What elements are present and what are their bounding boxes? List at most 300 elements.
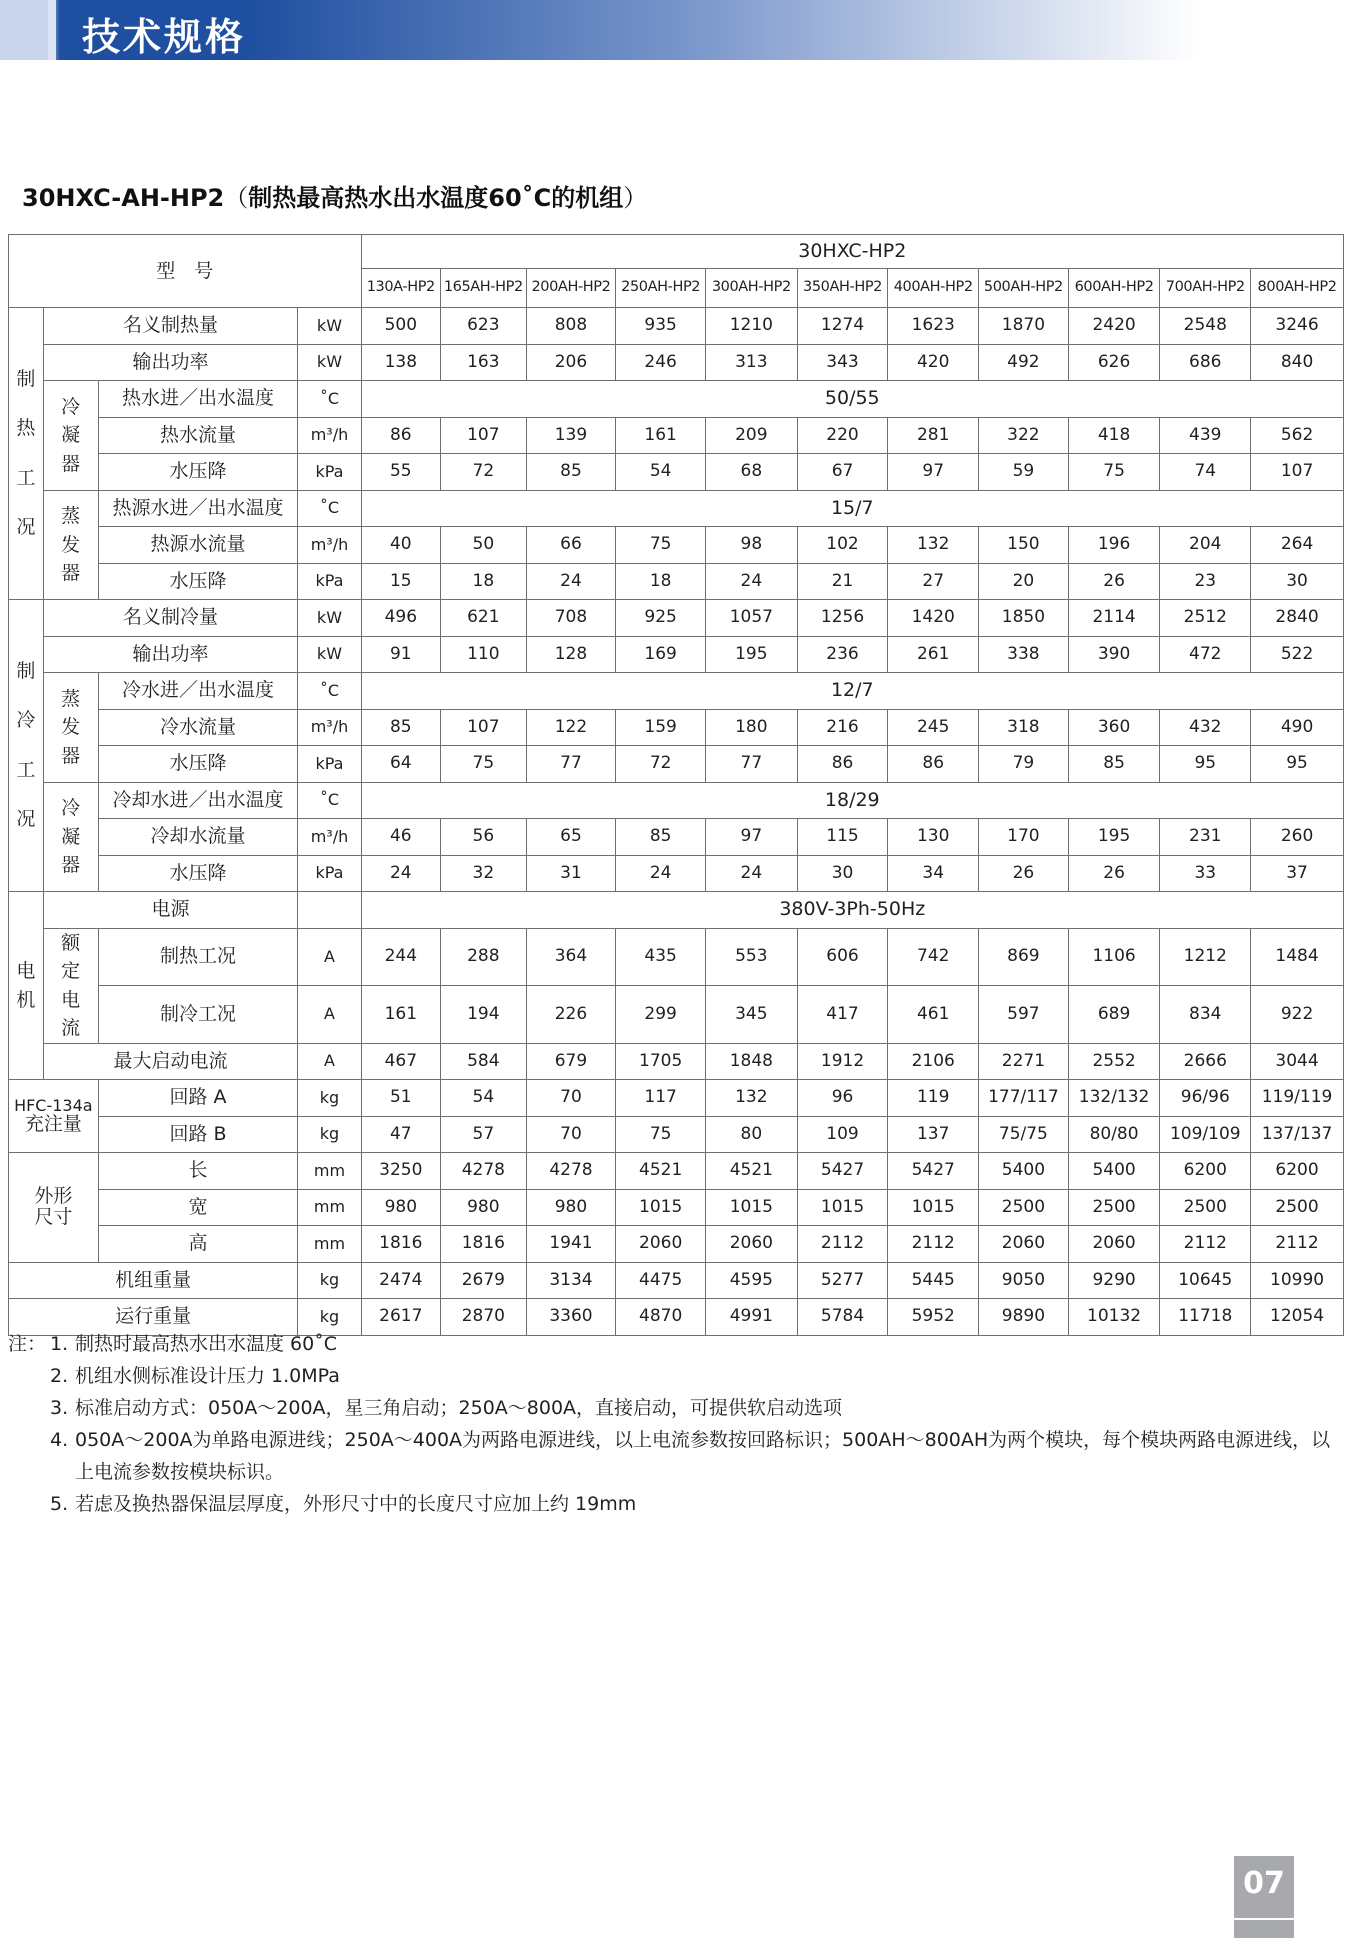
heating-condenser-flow-value: 322 [979, 417, 1069, 454]
unit-text: m³/h [310, 534, 349, 554]
heating-condenser-pressure-value: 72 [441, 454, 527, 491]
note-number: 1. [50, 1333, 69, 1355]
heating-capacity-label: 名义制热量 [43, 308, 298, 345]
dimension-width-value: 980 [526, 1189, 616, 1226]
refrigerant-circuit-b-value: 137 [888, 1116, 979, 1153]
unit-cell [298, 454, 361, 491]
motor-heating-current-value: 553 [705, 928, 797, 986]
heating-condenser-flow-value: 562 [1251, 417, 1344, 454]
refrigerant-circuit-a-value: 96 [797, 1080, 888, 1117]
cooling-evaporator-flow-value: 432 [1160, 709, 1251, 746]
heating-condenser-label [43, 381, 98, 491]
cooling-condenser-flow-label: 冷却水流量 [98, 819, 298, 856]
refrigerant-circuit-a-value: 119 [888, 1080, 979, 1117]
dimension-length-value: 3250 [361, 1153, 440, 1190]
heating-evaporator-label [43, 490, 98, 600]
cooling-condenser-pressure-value: 24 [705, 855, 797, 892]
unit-cell [298, 636, 361, 673]
unit-text: m³/h [310, 826, 349, 846]
motor-cooling-current-value: 345 [705, 986, 797, 1044]
motor-max-start-value: 2666 [1160, 1043, 1251, 1080]
heating-condenser-flow-value: 439 [1160, 417, 1251, 454]
motor-cooling-current-value: 689 [1068, 986, 1160, 1044]
heating-capacity-value: 623 [441, 308, 527, 345]
motor-cooling-current-value: 226 [526, 986, 616, 1044]
heating-condenser-pressure-value: 67 [797, 454, 888, 491]
cooling-category-text: 制 冷 工 况 [16, 659, 36, 830]
cooling-condenser-temp-label: 冷却水进／出水温度 [98, 782, 298, 819]
heating-evaporator-pressure-value: 18 [616, 563, 706, 600]
heating-power-value: 138 [361, 344, 440, 381]
heating-power-value: 313 [705, 344, 797, 381]
model-header: 300AH-HP2 [705, 269, 797, 308]
cooling-condenser-flow-value: 195 [1068, 819, 1160, 856]
heating-condenser-pressure-value: 59 [979, 454, 1069, 491]
model-header: 350AH-HP2 [797, 269, 888, 308]
refrigerant-circuit-a-value: 132 [705, 1080, 797, 1117]
note-text: 制热时最高热水出水温度 60˚C [75, 1333, 337, 1355]
heating-power-value: 206 [526, 344, 616, 381]
motor-cooling-current-value: 834 [1160, 986, 1251, 1044]
dimension-width-value: 1015 [705, 1189, 797, 1226]
rated-current-label [43, 928, 98, 1043]
cooling-condenser-flow-value: 46 [361, 819, 440, 856]
dimension-height-row [9, 1226, 1344, 1263]
operating-weight-value: 3360 [526, 1299, 616, 1336]
unit-cell [298, 1226, 361, 1263]
dimension-length-row [9, 1153, 1344, 1190]
unit-cell [298, 417, 361, 454]
unit-weight-value: 5277 [797, 1262, 888, 1299]
cooling-evaporator-pressure-label: 水压降 [98, 746, 298, 783]
heating-evaporator-flow-value: 102 [797, 527, 888, 564]
motor-cooling-current-value: 194 [441, 986, 527, 1044]
motor-heating-current-value: 1212 [1160, 928, 1251, 986]
cooling-evaporator-pressure-value: 75 [441, 746, 527, 783]
unit-weight-value: 3134 [526, 1262, 616, 1299]
heating-condenser-pressure-value: 75 [1068, 454, 1160, 491]
cooling-condenser-pressure-row [9, 855, 1344, 892]
motor-heating-current-value: 742 [888, 928, 979, 986]
cooling-capacity-label: 名义制冷量 [43, 600, 298, 637]
refrigerant-label-line1: HFC-134a [14, 1095, 93, 1115]
heating-capacity-row [9, 308, 1344, 345]
dimension-width-value: 2500 [1251, 1189, 1344, 1226]
cooling-condenser-flow-value: 115 [797, 819, 888, 856]
header-row-1 [9, 235, 1344, 269]
cooling-capacity-value: 708 [526, 600, 616, 637]
motor-max-start-row [9, 1043, 1344, 1080]
dimension-length-value: 6200 [1251, 1153, 1344, 1190]
heating-evaporator-pressure-value: 21 [797, 563, 888, 600]
heating-capacity-value: 500 [361, 308, 440, 345]
cooling-capacity-value: 1850 [979, 600, 1069, 637]
note-item [8, 1424, 1338, 1488]
heating-evaporator-label-text: 蒸 发 器 [61, 505, 81, 584]
model-header: 800AH-HP2 [1251, 269, 1344, 308]
cooling-capacity-value: 621 [441, 600, 527, 637]
heating-evaporator-flow-value: 98 [705, 527, 797, 564]
dimension-length-value: 4521 [616, 1153, 706, 1190]
cooling-condenser-pressure-value: 24 [361, 855, 440, 892]
heating-condenser-pressure-label: 水压降 [98, 454, 298, 491]
note-number: 4. [50, 1429, 69, 1451]
heating-evaporator-pressure-value: 24 [526, 563, 616, 600]
motor-max-start-value: 1705 [616, 1043, 706, 1080]
page-number-bar [1234, 1918, 1294, 1920]
dimension-height-value: 2112 [888, 1226, 979, 1263]
refrigerant-circuit-a-value: 177/117 [979, 1080, 1069, 1117]
heating-evaporator-pressure-value: 27 [888, 563, 979, 600]
cooling-evaporator-label [43, 673, 98, 783]
motor-cooling-current-value: 922 [1251, 986, 1344, 1044]
refrigerant-circuit-b-value: 75 [616, 1116, 706, 1153]
cooling-capacity-value: 925 [616, 600, 706, 637]
heating-capacity-value: 1210 [705, 308, 797, 345]
spec-table [8, 234, 1344, 1336]
series-label: 30HXC-HP2 [361, 235, 1343, 269]
unit-text: kg [319, 1270, 340, 1290]
dimension-height-value: 2060 [1068, 1226, 1160, 1263]
cooling-evaporator-pressure-value: 86 [888, 746, 979, 783]
motor-supply-unit [298, 892, 361, 929]
notes-prefix: 注： [8, 1333, 47, 1355]
heating-evaporator-pressure-row [9, 563, 1344, 600]
refrigerant-circuit-a-value: 132/132 [1068, 1080, 1160, 1117]
dimension-height-value: 1941 [526, 1226, 616, 1263]
dimension-width-value: 2500 [1160, 1189, 1251, 1226]
unit-cell [298, 1043, 361, 1080]
subtitle-paren-open: （ [224, 184, 249, 212]
cooling-power-value: 128 [526, 636, 616, 673]
motor-max-start-value: 584 [441, 1043, 527, 1080]
cooling-power-value: 472 [1160, 636, 1251, 673]
cooling-capacity-value: 2114 [1068, 600, 1160, 637]
subtitle-paren-close: ） [623, 184, 648, 212]
cooling-evaporator-flow-label: 冷水流量 [98, 709, 298, 746]
model-header: 600AH-HP2 [1068, 269, 1160, 308]
heating-evaporator-flow-value: 150 [979, 527, 1069, 564]
operating-weight-value: 4870 [616, 1299, 706, 1336]
motor-supply-label: 电源 [43, 892, 298, 929]
table-subtitle [22, 178, 647, 213]
heating-evaporator-temp-value: 15/7 [361, 490, 1343, 527]
dimension-width-value: 980 [361, 1189, 440, 1226]
dimensions-label [9, 1153, 99, 1263]
cooling-evaporator-flow-value: 245 [888, 709, 979, 746]
cooling-condenser-pressure-value: 37 [1251, 855, 1344, 892]
refrigerant-circuit-b-value: 75/75 [979, 1116, 1069, 1153]
cooling-condenser-pressure-value: 32 [441, 855, 527, 892]
cooling-condenser-pressure-value: 33 [1160, 855, 1251, 892]
cooling-condenser-pressure-value: 26 [979, 855, 1069, 892]
motor-cooling-current-value: 299 [616, 986, 706, 1044]
unit-weight-value: 10645 [1160, 1262, 1251, 1299]
refrigerant-circuit-a-label: 回路 A [98, 1080, 298, 1117]
heating-condenser-pressure-value: 55 [361, 454, 440, 491]
unit-text: kPa [315, 571, 344, 591]
cooling-condenser-pressure-label: 水压降 [98, 855, 298, 892]
heating-condenser-flow-value: 161 [616, 417, 706, 454]
refrigerant-circuit-b-label: 回路 B [98, 1116, 298, 1153]
note-number: 3. [50, 1397, 69, 1419]
cooling-condenser-label [43, 782, 98, 892]
motor-heating-current-row [9, 928, 1344, 986]
heating-power-value: 343 [797, 344, 888, 381]
motor-max-start-value: 467 [361, 1043, 440, 1080]
dimension-width-value: 2500 [979, 1189, 1069, 1226]
heating-condenser-pressure-value: 74 [1160, 454, 1251, 491]
cooling-evaporator-flow-value: 85 [361, 709, 440, 746]
unit-text: kW [316, 352, 343, 372]
cooling-power-value: 338 [979, 636, 1069, 673]
heating-category-text: 制 热 工 况 [16, 367, 36, 538]
refrigerant-circuit-b-value: 109/109 [1160, 1116, 1251, 1153]
cooling-category [9, 600, 44, 892]
heating-power-label: 输出功率 [43, 344, 298, 381]
dimension-width-value: 1015 [616, 1189, 706, 1226]
unit-weight-value: 5445 [888, 1262, 979, 1299]
heating-evaporator-flow-label: 热源水流量 [98, 527, 298, 564]
cooling-power-value: 261 [888, 636, 979, 673]
refrigerant-circuit-b-value: 80 [705, 1116, 797, 1153]
operating-weight-label: 运行重量 [9, 1299, 298, 1336]
subtitle-model: 30HXC-AH-HP2 [22, 184, 225, 212]
operating-weight-value: 5784 [797, 1299, 888, 1336]
cooling-capacity-value: 1420 [888, 600, 979, 637]
motor-supply-value: 380V-3Ph-50Hz [361, 892, 1343, 929]
heating-evaporator-temp-label: 热源水进／出水温度 [98, 490, 298, 527]
dimensions-label-line1: 外形 [34, 1185, 73, 1208]
heating-condenser-pressure-row [9, 454, 1344, 491]
cooling-evaporator-flow-row [9, 709, 1344, 746]
note-item [8, 1392, 1338, 1424]
unit-text: kW [316, 644, 343, 664]
heating-power-row [9, 344, 1344, 381]
unit-text: m³/h [310, 425, 349, 445]
cooling-condenser-flow-value: 85 [616, 819, 706, 856]
dimension-height-value: 2060 [979, 1226, 1069, 1263]
model-header: 400AH-HP2 [888, 269, 979, 308]
unit-cell [298, 527, 361, 564]
cooling-evaporator-flow-value: 318 [979, 709, 1069, 746]
heating-power-value: 246 [616, 344, 706, 381]
cooling-evaporator-pressure-value: 85 [1068, 746, 1160, 783]
cooling-evaporator-pressure-row [9, 746, 1344, 783]
heating-evaporator-flow-value: 66 [526, 527, 616, 564]
dimension-width-value: 1015 [888, 1189, 979, 1226]
unit-cell [298, 986, 361, 1044]
motor-heating-current-value: 1106 [1068, 928, 1160, 986]
unit-cell [298, 600, 361, 637]
unit-cell [298, 1080, 361, 1117]
note-item [8, 1328, 1338, 1360]
dimension-height-value: 2112 [797, 1226, 888, 1263]
heating-capacity-value: 935 [616, 308, 706, 345]
cooling-condenser-flow-value: 56 [441, 819, 527, 856]
cooling-condenser-flow-value: 260 [1251, 819, 1344, 856]
heating-power-value: 686 [1160, 344, 1251, 381]
unit-weight-value: 4475 [616, 1262, 706, 1299]
refrigerant-circuit-b-value: 109 [797, 1116, 888, 1153]
cooling-condenser-pressure-value: 34 [888, 855, 979, 892]
unit-text: kg [319, 1306, 340, 1326]
model-header: 500AH-HP2 [979, 269, 1069, 308]
cooling-evaporator-flow-value: 107 [441, 709, 527, 746]
unit-text: kW [316, 607, 343, 627]
motor-heating-current-value: 869 [979, 928, 1069, 986]
dimension-height-value: 1816 [361, 1226, 440, 1263]
dimension-length-value: 4278 [441, 1153, 527, 1190]
cooling-evaporator-flow-value: 216 [797, 709, 888, 746]
cooling-condenser-flow-value: 231 [1160, 819, 1251, 856]
motor-max-start-value: 2271 [979, 1043, 1069, 1080]
heating-evaporator-pressure-value: 15 [361, 563, 440, 600]
dimension-length-value: 5400 [979, 1153, 1069, 1190]
heating-condenser-pressure-value: 68 [705, 454, 797, 491]
dimension-length-value: 5427 [797, 1153, 888, 1190]
cooling-evaporator-pressure-value: 72 [616, 746, 706, 783]
unit-weight-value: 2679 [441, 1262, 527, 1299]
motor-heating-current-value: 288 [441, 928, 527, 986]
cooling-condenser-label-text: 冷 凝 器 [61, 797, 81, 876]
heating-condenser-flow-value: 209 [705, 417, 797, 454]
cooling-evaporator-pressure-value: 86 [797, 746, 888, 783]
heating-evaporator-flow-value: 50 [441, 527, 527, 564]
heating-condenser-pressure-value: 107 [1251, 454, 1344, 491]
heating-evaporator-pressure-value: 18 [441, 563, 527, 600]
unit-cell [298, 782, 361, 819]
heating-evaporator-pressure-value: 26 [1068, 563, 1160, 600]
dimension-width-label: 宽 [98, 1189, 298, 1226]
model-header: 200AH-HP2 [526, 269, 616, 308]
heating-evaporator-temp-row [9, 490, 1344, 527]
notes [8, 1328, 1338, 1520]
unit-text: kPa [315, 461, 344, 481]
heating-condenser-pressure-value: 85 [526, 454, 616, 491]
heating-condenser-flow-value: 220 [797, 417, 888, 454]
heating-condenser-flow-value: 107 [441, 417, 527, 454]
motor-max-start-value: 1848 [705, 1043, 797, 1080]
unit-cell [298, 673, 361, 710]
dimension-length-value: 4521 [705, 1153, 797, 1190]
refrigerant-circuit-a-value: 117 [616, 1080, 706, 1117]
cooling-capacity-value: 2840 [1251, 600, 1344, 637]
heating-capacity-value: 1274 [797, 308, 888, 345]
cooling-power-value: 110 [441, 636, 527, 673]
unit-text: ˚C [319, 790, 340, 810]
heating-evaporator-flow-value: 196 [1068, 527, 1160, 564]
refrigerant-circuit-a-value: 54 [441, 1080, 527, 1117]
unit-weight-value: 9050 [979, 1262, 1069, 1299]
unit-weight-row [9, 1262, 1344, 1299]
motor-heating-current-value: 244 [361, 928, 440, 986]
dimension-height-value: 1816 [441, 1226, 527, 1263]
dimension-length-label: 长 [98, 1153, 298, 1190]
heating-condenser-pressure-value: 97 [888, 454, 979, 491]
motor-heating-current-value: 606 [797, 928, 888, 986]
header-accent-bar [48, 0, 56, 60]
unit-weight-label: 机组重量 [9, 1262, 298, 1299]
motor-cooling-current-value: 417 [797, 986, 888, 1044]
dimension-height-value: 2060 [616, 1226, 706, 1263]
unit-cell [298, 344, 361, 381]
heating-evaporator-pressure-label: 水压降 [98, 563, 298, 600]
heating-capacity-value: 1623 [888, 308, 979, 345]
heating-condenser-flow-value: 281 [888, 417, 979, 454]
heating-evaporator-pressure-value: 24 [705, 563, 797, 600]
unit-cell [298, 1189, 361, 1226]
motor-max-start-value: 3044 [1251, 1043, 1344, 1080]
motor-max-start-value: 1912 [797, 1043, 888, 1080]
unit-cell [298, 381, 361, 418]
unit-cell [298, 490, 361, 527]
heating-capacity-value: 1870 [979, 308, 1069, 345]
page-number: 07 [1243, 1866, 1285, 1901]
cooling-evaporator-flow-value: 180 [705, 709, 797, 746]
cooling-capacity-value: 2512 [1160, 600, 1251, 637]
cooling-condenser-flow-value: 65 [526, 819, 616, 856]
cooling-power-value: 390 [1068, 636, 1160, 673]
motor-cooling-current-label: 制冷工况 [98, 986, 298, 1044]
motor-max-start-value: 2552 [1068, 1043, 1160, 1080]
unit-text: kW [316, 315, 343, 335]
cooling-condenser-temp-row [9, 782, 1344, 819]
note-text: 若虑及换热器保温层厚度，外形尺寸中的长度尺寸应加上约 19mm [75, 1493, 637, 1515]
model-header: 250AH-HP2 [616, 269, 706, 308]
model-header: 165AH-HP2 [441, 269, 527, 308]
unit-cell [298, 563, 361, 600]
heating-evaporator-flow-value: 264 [1251, 527, 1344, 564]
heating-condenser-pressure-value: 54 [616, 454, 706, 491]
dimension-width-value: 1015 [797, 1189, 888, 1226]
heating-evaporator-pressure-value: 30 [1251, 563, 1344, 600]
unit-cell [298, 855, 361, 892]
cooling-evaporator-flow-value: 122 [526, 709, 616, 746]
refrigerant-circuit-a-row [9, 1080, 1344, 1117]
model-header: 700AH-HP2 [1160, 269, 1251, 308]
motor-cooling-current-value: 461 [888, 986, 979, 1044]
dimension-length-value: 5400 [1068, 1153, 1160, 1190]
refrigerant-label [9, 1080, 99, 1153]
note-item [8, 1360, 1338, 1392]
unit-weight-value: 10990 [1251, 1262, 1344, 1299]
note-text: 050A～200A为单路电源进线；250A～400A为两路电源进线，以上电流参数按回路标识；500AH～800AH为两个模块，每个模块两路电源进线，以上电流参数按模块标识。 [75, 1429, 1331, 1483]
cooling-power-value: 169 [616, 636, 706, 673]
cooling-condenser-pressure-value: 26 [1068, 855, 1160, 892]
cooling-condenser-pressure-value: 24 [616, 855, 706, 892]
dimension-height-value: 2060 [705, 1226, 797, 1263]
motor-cooling-current-value: 597 [979, 986, 1069, 1044]
heating-evaporator-pressure-value: 23 [1160, 563, 1251, 600]
cooling-capacity-value: 496 [361, 600, 440, 637]
refrigerant-circuit-b-value: 80/80 [1068, 1116, 1160, 1153]
cooling-evaporator-temp-row [9, 673, 1344, 710]
motor-cooling-current-value: 161 [361, 986, 440, 1044]
refrigerant-circuit-b-value: 70 [526, 1116, 616, 1153]
cooling-condenser-temp-value: 18/29 [361, 782, 1343, 819]
cooling-evaporator-temp-value: 12/7 [361, 673, 1343, 710]
refrigerant-circuit-b-value: 47 [361, 1116, 440, 1153]
unit-text: A [323, 1004, 335, 1024]
motor-max-start-value: 679 [526, 1043, 616, 1080]
unit-cell [298, 308, 361, 345]
heating-capacity-value: 808 [526, 308, 616, 345]
cooling-condenser-flow-value: 97 [705, 819, 797, 856]
dimension-height-value: 2112 [1160, 1226, 1251, 1263]
cooling-evaporator-label-text: 蒸 发 器 [61, 687, 81, 767]
unit-text: kPa [315, 863, 344, 883]
